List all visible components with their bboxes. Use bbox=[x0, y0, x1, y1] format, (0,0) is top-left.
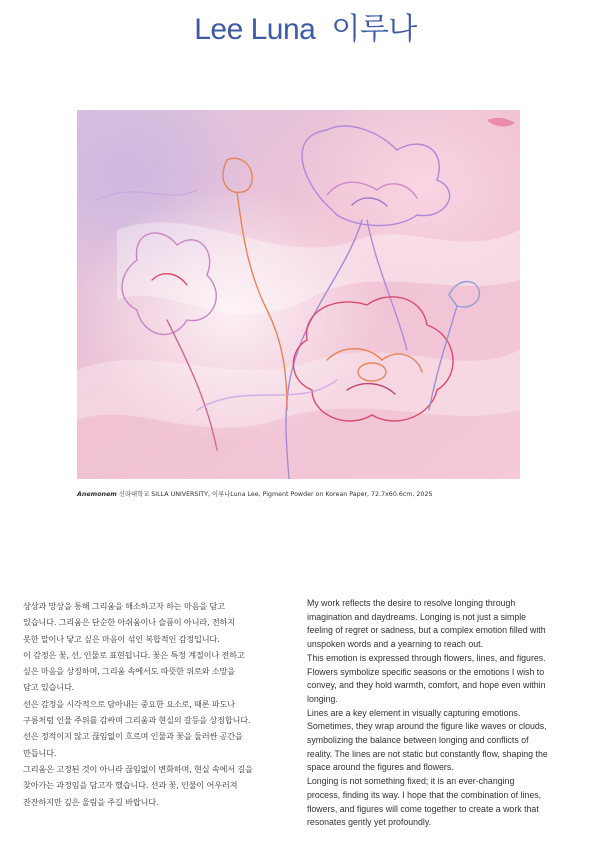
artist-name-ko: 이루나 bbox=[331, 12, 417, 47]
statement-en-line: This emotion is expressed through flowers, lines, and figures. bbox=[307, 652, 546, 663]
statement-en-line: symbolizing the balance between longing and conflicts of bbox=[307, 735, 529, 746]
statement-ko-line: 구름처럼 인물 주위를 감싸며 그리움과 현실의 갈등을 상징합니다. bbox=[23, 715, 251, 726]
statement-en-line: imagination and daydreams. Longing is not just a simple bbox=[307, 611, 527, 622]
caption-title: Anemonem bbox=[77, 491, 117, 498]
page-title bbox=[0, 10, 611, 50]
statement-ko-line: 이 감정은 꽃, 선, 인물로 표현됩니다. 꽃은 특정 계절이나 전하고 bbox=[23, 649, 245, 660]
statement-en-line: resonates gently yet profoundly. bbox=[307, 817, 432, 828]
statement-en-line: process, finding its way. I hope that the combination of lines, bbox=[307, 789, 542, 800]
statement-ko-line: 담고 있습니다. bbox=[23, 682, 75, 693]
statement-en-line: flowers, and figures will come together to create a work that bbox=[307, 803, 539, 814]
statement-en-line: convey, and they hold warmth, comfort, and hope even within bbox=[307, 680, 546, 691]
statement-ko-line: 선은 감정을 시각적으로 담아내는 중요한 요소로, 때론 파도나 bbox=[23, 698, 235, 709]
statement-ko-line: 그리움은 고정된 것이 아니라 끊임없이 변화하며, 현실 속에서 길을 bbox=[23, 763, 253, 774]
statement-en-line: Sometimes, they wrap around the figure like waves or clouds, bbox=[307, 721, 547, 732]
statement-en-line: space around the figures and flowers. bbox=[307, 762, 454, 773]
statement-ko-line: 있습니다. 그리움은 단순한 아쉬움이나 슬픔이 아니라, 전하지 bbox=[23, 617, 235, 628]
statement-en-line: Flowers symbolize specific seasons or the emotions I wish to bbox=[307, 666, 545, 677]
statement-english bbox=[307, 597, 582, 830]
statement-en-line: reality. The lines are not static but constantly flow, shaping the bbox=[307, 748, 548, 759]
statement-korean bbox=[23, 598, 293, 810]
artwork-image bbox=[77, 110, 520, 479]
caption-details: 신라대학교 SILLA UNIVERSITY, 이루나Luna Lee, Pigment Powder on Korean Paper, 72.7x60.6cm, 2025 bbox=[118, 491, 433, 498]
statement-en-line: Longing is not something fixed; it is an ever-changing bbox=[307, 776, 515, 787]
statement-en-line: unspoken words and a yearning to reach out. bbox=[307, 639, 484, 650]
statement-en-line: longing. bbox=[307, 693, 338, 704]
statement-ko-line: 찾아가는 과정임을 담고자 했습니다. 선과 꽃, 인물이 어우러져 bbox=[23, 780, 238, 791]
statement-ko-line: 싶은 마음을 상징하며, 그리움 속에서도 따뜻한 위로와 소망을 bbox=[23, 666, 235, 677]
statement-ko-line: 선은 정적이지 않고 끊임없이 흐르며 인물과 꽃을 둘러싼 공간을 bbox=[23, 731, 243, 742]
statement-ko-line: 잔잔하지만 깊은 울림을 주길 바랍니다. bbox=[23, 796, 159, 807]
statement-en-line: My work reflects the desire to resolve longing through bbox=[307, 598, 516, 608]
artwork-caption bbox=[77, 489, 537, 498]
statement-ko-line: 못한 말이나 닿고 싶은 마음이 섞인 복합적인 감정입니다. bbox=[23, 633, 220, 644]
statement-ko-line: 상상과 망상을 통해 그리움을 해소하고자 하는 마음을 담고 bbox=[23, 601, 225, 611]
statement-ko-line: 만듭니다. bbox=[23, 747, 57, 758]
artist-name-en: Lee Luna bbox=[194, 13, 316, 46]
statement-en-line: Lines are a key element in visually capturing emotions. bbox=[307, 707, 521, 718]
statement-en-line: feeling of regret or sadness, but a complex emotion filled with bbox=[307, 625, 546, 636]
